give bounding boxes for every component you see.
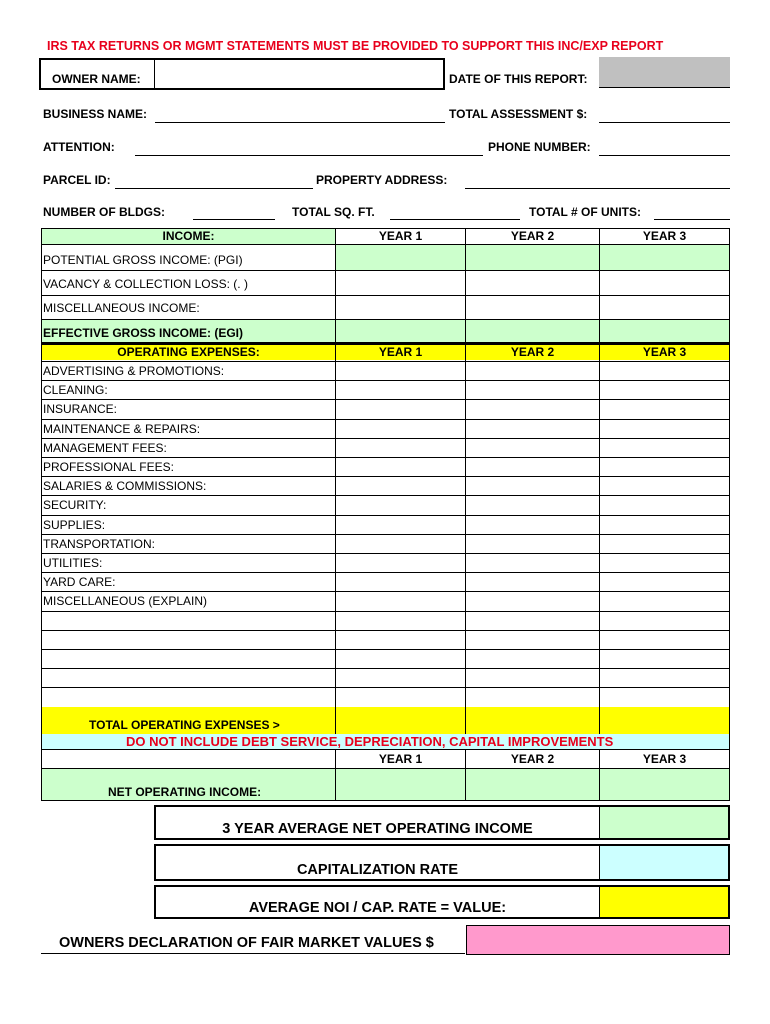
noi-label: NET OPERATING INCOME:: [108, 785, 262, 799]
expense-year3-cell[interactable]: [600, 516, 729, 534]
expense-year1-cell[interactable]: [336, 458, 465, 476]
expense-year3-cell[interactable]: [600, 458, 729, 476]
income-row-label: VACANCY & COLLECTION LOSS: (. ): [43, 277, 248, 291]
expense-row-label: MISCELLANEOUS (EXPLAIN): [43, 594, 208, 609]
declaration-value[interactable]: [466, 925, 730, 955]
parcel-id-field[interactable]: [115, 188, 313, 189]
expenses-header: OPERATING EXPENSES:: [42, 345, 335, 360]
egi-year2[interactable]: [466, 319, 599, 342]
expense-year2-cell[interactable]: [466, 420, 599, 438]
attention-field[interactable]: [135, 155, 483, 156]
total-sq-ft-label: TOTAL SQ. FT.: [292, 205, 375, 219]
attention-label: ATTENTION:: [43, 140, 115, 154]
expense-year2-cell[interactable]: [466, 573, 599, 591]
expense-year3-cell[interactable]: [600, 381, 729, 399]
expense-year3-cell[interactable]: [600, 477, 729, 495]
expense-year2-cell[interactable]: [466, 516, 599, 534]
expense-year3-cell[interactable]: [600, 554, 729, 572]
expense-year2-cell[interactable]: [466, 554, 599, 572]
expense-year3-cell[interactable]: [600, 573, 729, 591]
business-name-label: BUSINESS NAME:: [43, 107, 148, 121]
noi-year3[interactable]: [600, 769, 729, 800]
expense-year2-cell[interactable]: [466, 688, 599, 706]
expense-year2-cell[interactable]: [466, 381, 599, 399]
noi-year2[interactable]: [466, 769, 599, 800]
expense-year3-cell[interactable]: [600, 439, 729, 457]
expense-year1-cell[interactable]: [336, 592, 465, 610]
expense-year1-cell[interactable]: [336, 669, 465, 687]
expense-year2-cell[interactable]: [466, 650, 599, 668]
expense-row-label: YARD CARE:: [43, 575, 116, 590]
expense-year3-cell[interactable]: [600, 612, 729, 630]
expense-year3-cell[interactable]: [600, 400, 729, 418]
value-label: AVERAGE NOI / CAP. RATE = VALUE:: [248, 900, 507, 916]
exclusions-warning: DO NOT INCLUDE DEBT SERVICE, DEPRECIATION, CAPITAL IMPROVEMENTS: [126, 734, 614, 749]
expense-year2-cell[interactable]: [466, 496, 599, 514]
expense-year3-cell[interactable]: [600, 362, 729, 380]
expense-year2-cell[interactable]: [466, 669, 599, 687]
expense-row-label: MANAGEMENT FEES:: [43, 440, 167, 455]
number-of-bldgs-label: NUMBER OF BLDGS:: [43, 205, 165, 219]
expense-year2-cell[interactable]: [466, 458, 599, 476]
expense-year2-cell[interactable]: [466, 477, 599, 495]
expense-year2-cell[interactable]: [466, 400, 599, 418]
expense-row-label: SECURITY:: [43, 498, 107, 513]
phone-number-field[interactable]: [599, 155, 730, 156]
expense-year3-cell[interactable]: [600, 420, 729, 438]
avg-noi-value[interactable]: [599, 807, 728, 838]
expense-year3-cell[interactable]: [600, 669, 729, 687]
total-expenses-year1[interactable]: [336, 707, 465, 734]
business-name-field[interactable]: [155, 122, 445, 123]
expense-year1-cell[interactable]: [336, 650, 465, 668]
expense-year1-cell[interactable]: [336, 631, 465, 649]
form-notice: IRS TAX RETURNS OR MGMT STATEMENTS MUST BE PROVIDED TO SUPPORT THIS INC/EXP REPORT: [47, 39, 664, 53]
owner-name-field[interactable]: [154, 60, 443, 88]
expense-year1-cell[interactable]: [336, 439, 465, 457]
total-expenses-year3[interactable]: [600, 707, 729, 734]
total-expenses-year2[interactable]: [466, 707, 599, 734]
expense-year2-cell[interactable]: [466, 631, 599, 649]
pgi-year1[interactable]: [336, 245, 465, 270]
expense-year3-cell[interactable]: [600, 496, 729, 514]
property-address-field[interactable]: [465, 188, 730, 189]
expense-row-label: PROFESSIONAL FEES:: [43, 460, 174, 474]
expenses-year1-header: YEAR 1: [336, 345, 465, 360]
expense-year3-cell[interactable]: [600, 592, 729, 610]
number-of-bldgs-field[interactable]: [193, 219, 275, 220]
income-row-label: POTENTIAL GROSS INCOME: (PGI): [43, 253, 243, 267]
egi-year1[interactable]: [336, 319, 465, 342]
expense-year1-cell[interactable]: [336, 516, 465, 534]
expense-row-label: MAINTENANCE & REPAIRS:: [43, 421, 201, 436]
expense-year2-cell[interactable]: [466, 592, 599, 610]
total-assessment-field[interactable]: [599, 122, 730, 123]
total-units-label: TOTAL # OF UNITS:: [529, 205, 642, 219]
total-units-field[interactable]: [654, 219, 730, 220]
expense-year3-cell[interactable]: [600, 688, 729, 706]
expense-year2-cell[interactable]: [466, 439, 599, 457]
expense-year1-cell[interactable]: [336, 496, 465, 514]
total-assessment-label: TOTAL ASSESSMENT $:: [449, 107, 588, 121]
expense-year1-cell[interactable]: [336, 420, 465, 438]
total-expenses-label: TOTAL OPERATING EXPENSES >: [89, 718, 280, 732]
expense-year2-cell[interactable]: [466, 612, 599, 630]
parcel-id-label: PARCEL ID:: [43, 173, 111, 187]
expense-year3-cell[interactable]: [600, 535, 729, 553]
pgi-year3[interactable]: [600, 245, 729, 270]
expense-row-label: ADVERTISING & PROMOTIONS:: [43, 364, 225, 378]
expenses-year2-header: YEAR 2: [466, 345, 599, 360]
income-year3-header: YEAR 3: [642, 229, 687, 243]
expense-row-label: TRANSPORTATION:: [43, 536, 156, 551]
expense-year1-cell[interactable]: [336, 573, 465, 591]
expenses-year3-header: YEAR 3: [600, 345, 729, 360]
pgi-year2[interactable]: [466, 245, 599, 270]
expense-row-label: SUPPLIES:: [43, 517, 106, 532]
phone-number-label: PHONE NUMBER:: [488, 140, 591, 154]
income-header: INCOME:: [42, 229, 335, 244]
cap-rate-value[interactable]: [599, 846, 728, 879]
expense-year1-cell[interactable]: [336, 362, 465, 380]
income-year2-header: YEAR 2: [510, 229, 555, 243]
date-of-report-field[interactable]: [599, 57, 730, 88]
noi-year1[interactable]: [336, 769, 465, 800]
property-address-label: PROPERTY ADDRESS:: [316, 173, 448, 187]
egi-year3[interactable]: [600, 319, 729, 342]
expense-year3-cell[interactable]: [600, 631, 729, 649]
expense-year1-cell[interactable]: [336, 612, 465, 630]
declaration-underline: [41, 953, 465, 954]
avg-noi-label: 3 YEAR AVERAGE NET OPERATING INCOME: [222, 821, 533, 837]
expense-row-label: UTILITIES:: [43, 556, 103, 570]
expense-year1-cell[interactable]: [336, 381, 465, 399]
income-year1-header: YEAR 1: [378, 229, 423, 243]
expense-year1-cell[interactable]: [336, 554, 465, 572]
expense-year1-cell[interactable]: [336, 477, 465, 495]
expense-row-label: SALARIES & COMMISSIONS:: [43, 479, 207, 494]
expense-row-label: CLEANING:: [43, 383, 108, 398]
date-of-report-label: DATE OF THIS REPORT:: [449, 72, 588, 86]
expense-year1-cell[interactable]: [336, 535, 465, 553]
expense-year3-cell[interactable]: [600, 650, 729, 668]
cap-rate-label: CAPITALIZATION RATE: [296, 862, 459, 878]
expense-row-label: INSURANCE:: [43, 402, 118, 417]
value-result[interactable]: [599, 887, 728, 917]
noi-year1-header: YEAR 1: [378, 752, 423, 766]
expense-year1-cell[interactable]: [336, 400, 465, 418]
expense-year1-cell[interactable]: [336, 688, 465, 706]
income-row-label: MISCELLANEOUS INCOME:: [43, 301, 200, 315]
expense-year2-cell[interactable]: [466, 362, 599, 380]
expense-year2-cell[interactable]: [466, 535, 599, 553]
declaration-label: OWNERS DECLARATION OF FAIR MARKET VALUES $: [59, 935, 434, 951]
total-sq-ft-field[interactable]: [390, 219, 520, 220]
noi-year2-header: YEAR 2: [510, 752, 555, 766]
owner-name-label: OWNER NAME:: [52, 72, 141, 86]
income-row-label: EFFECTIVE GROSS INCOME: (EGI): [43, 326, 244, 340]
noi-year3-header: YEAR 3: [642, 752, 687, 766]
